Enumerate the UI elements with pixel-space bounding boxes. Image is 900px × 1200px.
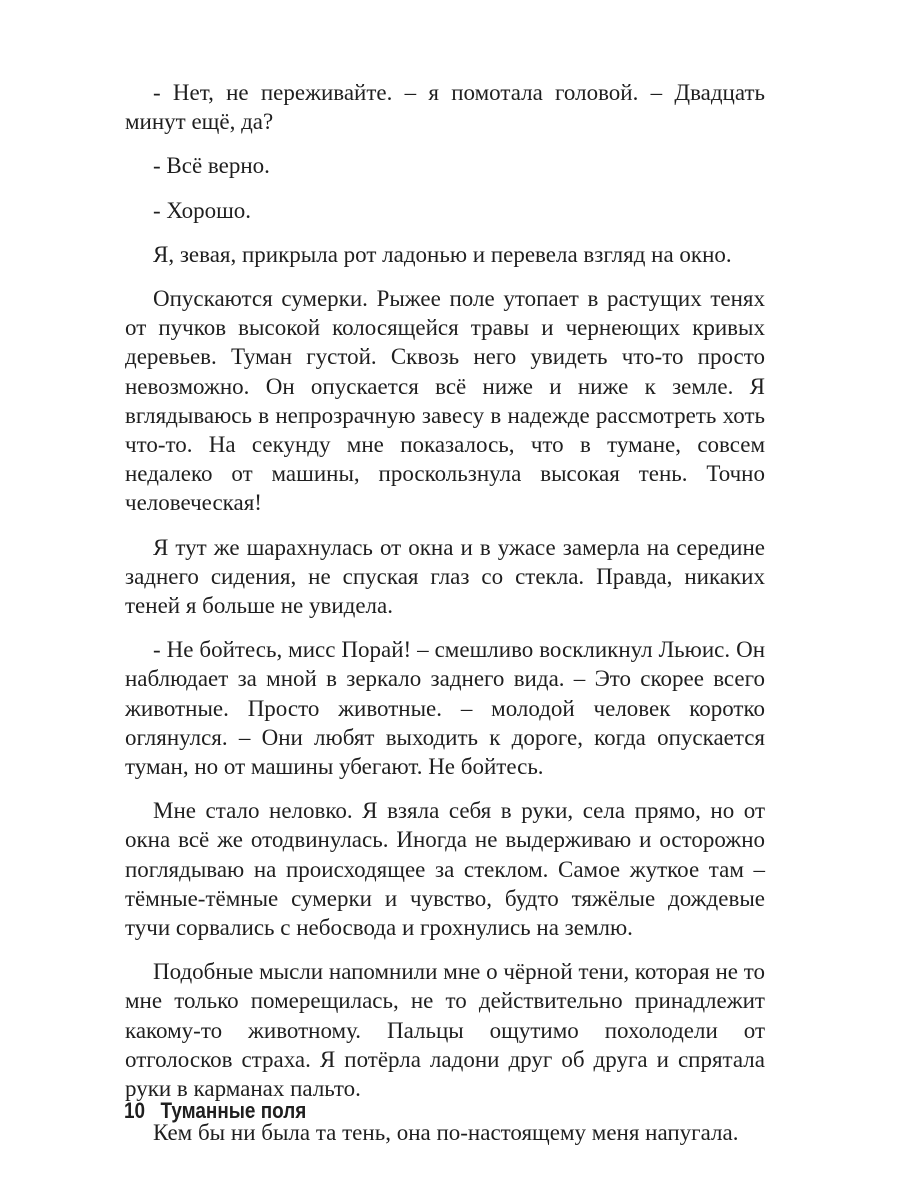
paragraph: Опускаются сумерки. Рыжее поле утопает в растущих тенях от пучков высокой колосящейся травы и чернеющих кривых деревьев. Туман густой. Сквозь него увидеть что-то просто невозможно. Он опускается всё ниже и ниже к земле. Я вглядываюсь в непрозрачную завесу в надежде рассмотреть хоть что-то. На секунду мне показалось, что в тумане, совсем недалеко от машины, проскользнула высокая тень. Точно человеческая!: [125, 286, 765, 516]
page-footer: [124, 1098, 306, 1124]
page-body-text: [125, 78, 765, 1163]
paragraph: Мне стало неловко. Я взяла себя в руки, села прямо, но от окна всё же отодвинулась. Иногда не выдерживаю и осторожно поглядываю на происходящее за стеклом. Самое жуткое там – тёмные-тёмные сумерки и чувство, будто тяжёлые дождевые тучи сорвались с небосвода и грохнулись на землю.: [125, 798, 765, 941]
paragraph: - Всё верно.: [153, 153, 270, 179]
paragraph: - Хорошо.: [153, 197, 252, 223]
paragraph: Кем бы ни была та тень, она по-настоящему меня напугала.: [153, 1120, 739, 1146]
paragraph: Подобные мысли напомнили мне о чёрной тени, которая не то мне только померещилась, не то действительно принадлежит какому-то животному. Пальцы ощутимо похолодели от отголосков страха. Я потёрла ладони друг об друга и спрятала руки в карманах пальто.: [125, 959, 765, 1102]
paragraph: - Нет, не переживайте. – я помотала головой. – Двадцать минут ещё, да?: [125, 80, 765, 135]
page-number: 10: [124, 1098, 146, 1123]
paragraph: - Не бойтесь, мисс Порай! – смешливо воскликнул Льюис. Он наблюдает за мной в зеркало заднего вида. – Это скорее всего животные. Просто животные. – молодой человек коротко оглянулся. – Они любят выходить к дороге, когда опускается туман, но от машины убегают. Не бойтесь.: [125, 637, 765, 780]
paragraph: Я, зевая, прикрыла рот ладонью и перевела взгляд на окно.: [153, 241, 732, 267]
running-title: Туманные поля: [160, 1098, 307, 1123]
paragraph: Я тут же шарахнулась от окна и в ужасе замерла на середине заднего сидения, не спуская глаз со стекла. Правда, никаких теней я больше не увидела.: [125, 534, 765, 619]
